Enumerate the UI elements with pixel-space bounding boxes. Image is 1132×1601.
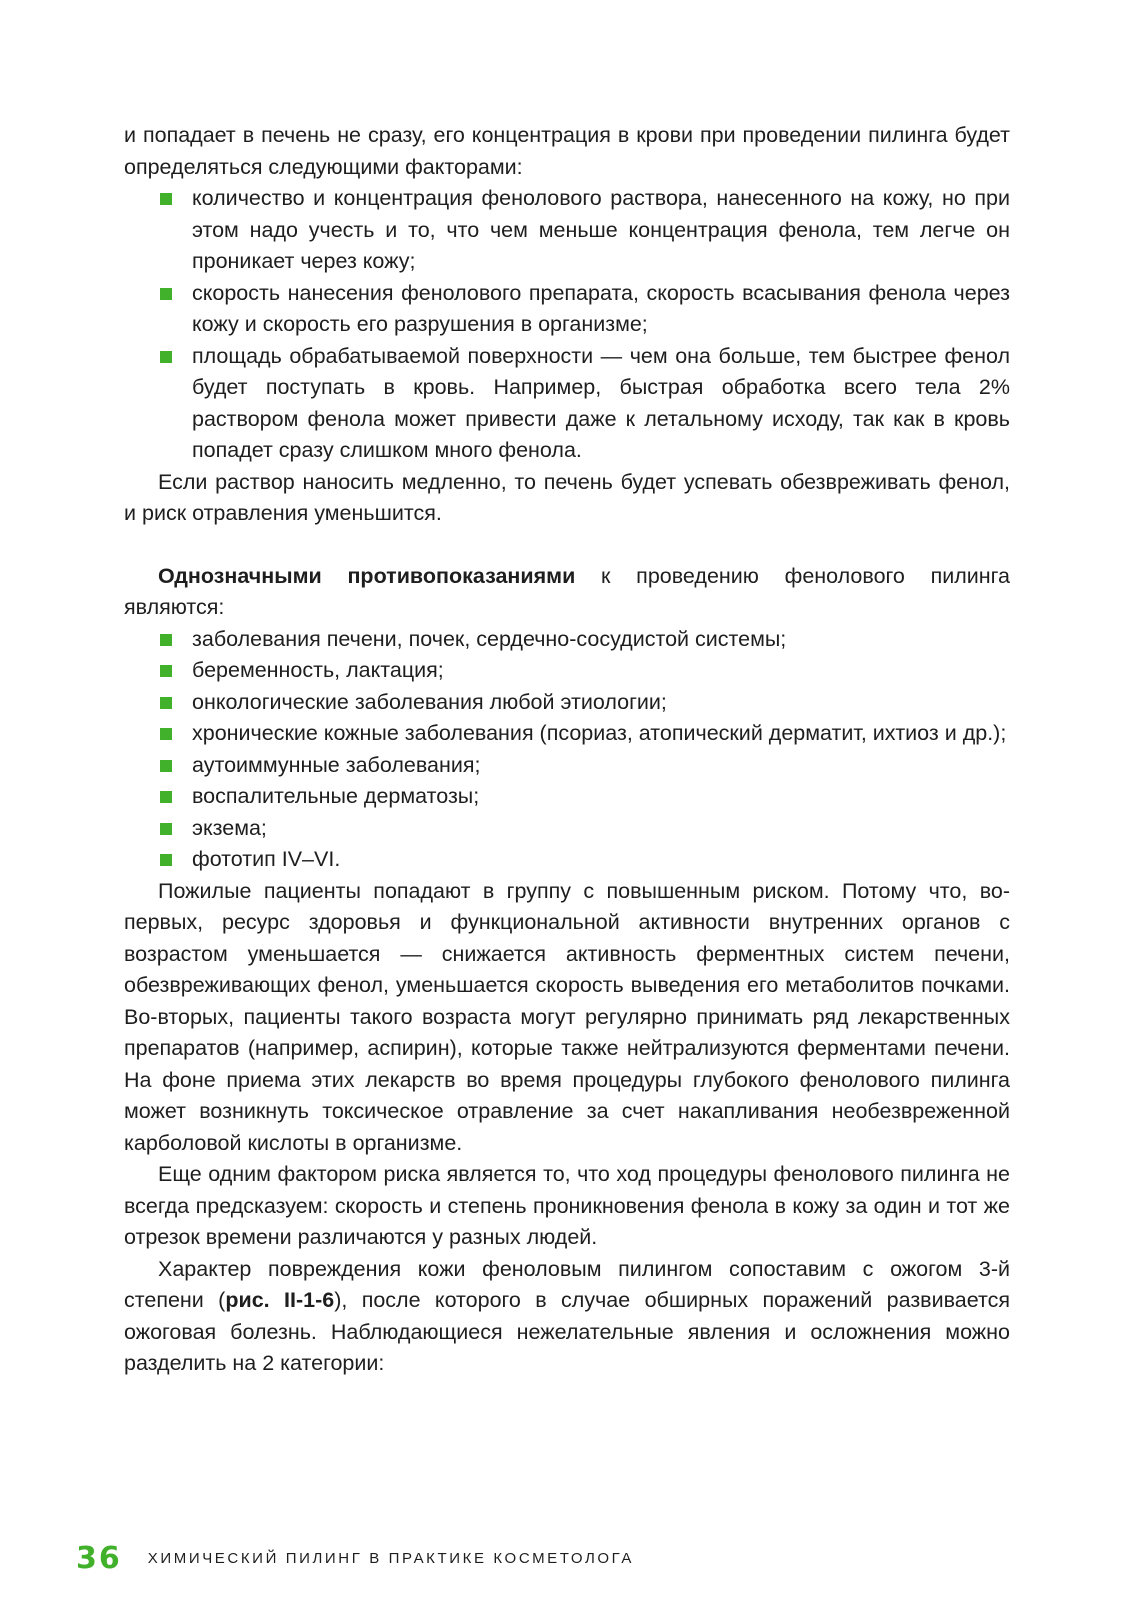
list-item [124,718,1010,750]
contraindications-list [124,624,1010,876]
list-item-text: фототип IV–VI. [192,847,341,871]
bullet-icon [160,791,172,803]
list-item [124,844,1010,876]
contraindications-heading: Однозначными противопоказаниями [158,563,576,588]
contraindications-text: к проведению фенолового пилинга являются: [124,563,1010,619]
bullet-icon [160,288,172,300]
factors-list [124,183,1010,467]
paragraph-slow-application: Если раствор наносить медленно, то печень будет успевать обезвреживать фенол, и риск отравления уменьшится. [124,469,1010,525]
paragraph-contraindications [124,561,1010,624]
bullet-icon [160,634,172,646]
bullet-icon [160,697,172,709]
list-item-text: скорость нанесения фенолового препарата, скорость всасывания фенола через кожу и скорость его разрушения в организме; [192,280,1010,336]
list-item [124,781,1010,813]
paragraph-text: Характер повреждения кожи феноловым пилингом сопоставим с ожогом 3-й степени ( [124,1256,1010,1312]
list-item [124,624,1010,656]
bullet-icon [160,823,172,835]
list-item-text: воспалительные дерматозы; [192,784,480,808]
running-title: ХИМИЧЕСКИЙ ПИЛИНГ В ПРАКТИКЕ КОСМЕТОЛОГА [147,1549,635,1567]
list-item-text: количество и концентрация фенолового раствора, нанесенного на кожу, но при этом надо учесть и то, что чем меньше концентрация фенола, тем легче он проникает через кожу; [192,186,1010,273]
paragraph-intro: и попадает в печень не сразу, его концентрация в крови при проведении пилинга будет определяться следующими факторами: [124,123,1010,179]
list-item [124,183,1010,278]
list-item-text: хронические кожные заболевания (псориаз, атопический дерматит, ихтиоз и др.); [192,721,1007,745]
page-body [124,120,1010,1380]
page-footer [76,1538,634,1578]
paragraph-damage-character [124,1254,1010,1380]
list-item-text: экзема; [192,815,267,840]
spacer [124,530,1010,561]
list-item-text: площадь обрабатываемой поверхности — чем она больше, тем быстрее фенол будет поступать в кровь. Например, быстрая обработка всего тела 2% раствором фенола может привести даже к летальному исходу, так как в кровь попадет сразу слишком много фенола. [192,343,1010,462]
bullet-icon [160,193,172,205]
bullet-icon [160,854,172,866]
bullet-icon [160,351,172,363]
paragraph-risk-factor: Еще одним фактором риска является то, что ход процедуры фенолового пилинга не всегда предсказуем: скорость и степень проникновения фенола в кожу за один и тот же отрезок времени различаются у разных людей. [124,1162,1010,1249]
list-item-text: онкологические заболевания любой этиологии; [192,689,667,714]
page-number: 36 [76,1540,122,1576]
bullet-icon [160,728,172,740]
list-item [124,278,1010,341]
paragraph-text: ), после которого в случае обширных поражений развивается ожоговая болезнь. Наблюдающиеся нежелательные явления и осложнения можно разделить на 2 категории: [124,1288,1010,1375]
list-item [124,655,1010,687]
list-item [124,341,1010,467]
list-item-text: аутоиммунные заболевания; [192,752,481,777]
figure-reference: рис. II-1-6 [225,1288,335,1312]
paragraph-elderly-patients: Пожилые пациенты попадают в группу с повышенным риском. Потому что, во-первых, ресурс здоровья и функциональной активности внутренних органов с возрастом уменьшается — снижается активность ферментных систем печени, обезвреживающих фенол, уменьшается скорость выведения его метаболитов почками. Во-вторых, пациенты такого возраста могут регулярно принимать ряд лекарственных препаратов (например, аспирин), которые также нейтрализуются ферментами печени. На фоне приема этих лекарств во время процедуры глубокого фенолового пилинга может возникнуть токсическое отравление за счет накапливания необезвреженной карболовой кислоты в организме. [124,878,1010,1155]
list-item-text: беременность, лактация; [192,658,444,682]
list-item [124,813,1010,845]
bullet-icon [160,665,172,677]
list-item [124,750,1010,782]
bullet-icon [160,760,172,772]
list-item-text: заболевания печени, почек, сердечно-сосудистой системы; [192,626,787,651]
list-item [124,687,1010,719]
